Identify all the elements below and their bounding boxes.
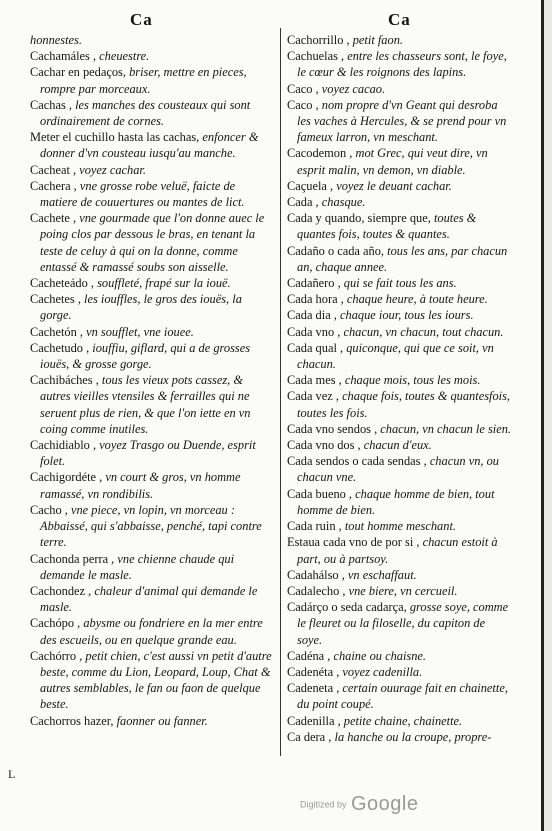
- entry-headword: Cachetudo ,: [30, 340, 90, 355]
- entry-definition: faonner ou fanner.: [116, 713, 208, 728]
- entry-definition: vn court & gros, vn homme ramassé, vn rondibilis.: [40, 470, 241, 501]
- entry-headword: Cachera ,: [30, 178, 77, 193]
- entry-definition: tout homme meschant.: [344, 519, 456, 534]
- entry-definition: briser, mettre en pieces, rompre par morceaux.: [40, 65, 247, 96]
- entry-definition: nom propre d'vn Geant qui desroba les vaches à Hercules, & se prend pour vn fameux larron, vn meschant.: [297, 97, 507, 145]
- dictionary-entry: [287, 729, 513, 745]
- entry-definition: les manches des cousteaux qui sont ordinairement de cornes.: [40, 97, 251, 129]
- entry-headword: Cada vez ,: [287, 389, 339, 404]
- entry-definition: cheuestre.: [99, 49, 150, 64]
- right-running-head: Ca: [388, 10, 411, 29]
- dictionary-entry: [30, 32, 274, 48]
- entry-definition: entre les chasseurs sont, le foye, le cœur & les roignons des lapins.: [297, 49, 507, 80]
- entry-definition: la hanche ou la croupe, propre-: [334, 729, 492, 744]
- entry-headword: Caçuela ,: [287, 178, 334, 193]
- dictionary-entry: [287, 648, 513, 664]
- dictionary-entry: [30, 713, 274, 729]
- entry-definition: vn eschaffaut.: [347, 567, 417, 582]
- dictionary-entry: [287, 324, 513, 340]
- entry-definition: vn soufflet, vne iouee.: [86, 324, 194, 339]
- entry-headword: Cadahálso ,: [287, 567, 345, 582]
- dictionary-entry: [287, 145, 513, 177]
- entry-headword: Cada bueno ,: [287, 486, 353, 501]
- entry-headword: Cada sendos o cada sendas ,: [287, 454, 427, 469]
- entry-headword: Cachar en pedaços,: [30, 65, 126, 80]
- entry-headword: Cada ,: [287, 195, 319, 210]
- entry-headword: Cada vno ,: [287, 324, 341, 339]
- dictionary-entry: [287, 48, 513, 80]
- entry-headword: Cadenilla ,: [287, 713, 341, 728]
- dictionary-entry: [287, 713, 513, 729]
- entry-headword: Cadañero ,: [287, 276, 341, 291]
- entry-headword: Cachondez ,: [30, 583, 92, 598]
- entry-headword: Cachete ,: [30, 211, 77, 226]
- entry-headword: Cada mes ,: [287, 373, 342, 388]
- dictionary-entry: [287, 291, 513, 307]
- entry-headword: Cachuelas ,: [287, 49, 345, 64]
- entry-definition: vne chienne chaude qui demande le masle.: [40, 551, 235, 582]
- dictionary-entry: [287, 567, 513, 583]
- entry-headword: Cachetón ,: [30, 324, 83, 339]
- entry-definition: qui se fait tous les ans.: [343, 276, 457, 291]
- entry-definition: quiconque, qui que ce soit, vn chacun.: [297, 340, 494, 372]
- entry-headword: Cada vno dos ,: [287, 438, 361, 453]
- dictionary-entry: [30, 324, 274, 340]
- entry-definition: souffleté, frapé sur la iouë.: [97, 276, 231, 291]
- dictionary-entry: [287, 518, 513, 534]
- entry-headword: Cachas ,: [30, 97, 72, 112]
- entry-headword: Cada vno sendos ,: [287, 421, 378, 436]
- entry-definition: vne grosse robe veluë, faicte de matiere de couuertures ou mantes de lict.: [40, 178, 245, 210]
- entry-headword: Cacho ,: [30, 502, 68, 517]
- dictionary-entry: [287, 486, 513, 518]
- entry-definition: petit faon.: [352, 33, 403, 47]
- entry-headword: Cada ruin ,: [287, 519, 342, 534]
- dictionary-entry: [287, 534, 513, 566]
- entry-definition: honnestes.: [30, 33, 82, 47]
- entry-definition: chacun d'eux.: [363, 438, 432, 453]
- entry-headword: Cada hora ,: [287, 292, 344, 307]
- entry-definition: chaque fois, toutes & quantesfois, toutes les fois.: [297, 389, 511, 420]
- entry-headword: Cadeneta ,: [287, 681, 340, 696]
- entry-headword: Cachorrillo ,: [287, 33, 350, 47]
- dictionary-entry: [30, 615, 274, 647]
- entry-headword: Cacodemon ,: [287, 146, 353, 161]
- dictionary-entry: [287, 210, 513, 242]
- entry-definition: vne gourmade que l'on donne auec le poing clos par dessous le bras, en tenant la teste de celuy à qui on la donne, comme entassé & ramassé soubs son aisselle.: [40, 211, 265, 274]
- dictionary-entry: [287, 32, 513, 48]
- entry-headword: Cadalecho ,: [287, 583, 346, 598]
- dictionary-entry: [287, 307, 513, 323]
- dictionary-entry: [30, 372, 274, 437]
- entry-definition: chacun vn, ou chacun vne.: [297, 454, 499, 485]
- dictionary-entry: [287, 453, 513, 485]
- google-logo: Google: [350, 793, 419, 815]
- entry-headword: Cada y quando, siempre que,: [287, 211, 431, 226]
- entry-definition: tous les ans, par chacun an, chaque annee.: [297, 243, 508, 274]
- dictionary-entry: [30, 437, 274, 469]
- entry-definition: chasque.: [321, 195, 366, 210]
- entry-headword: Cachórro ,: [30, 648, 83, 663]
- dictionary-entry: [287, 340, 513, 372]
- entry-headword: Cadárço o seda cadarça,: [287, 600, 407, 615]
- dictionary-entry: [287, 97, 513, 146]
- dictionary-entry: [30, 97, 274, 129]
- dictionary-entry: [30, 178, 274, 210]
- dictionary-entry: [287, 680, 513, 712]
- entry-definition: voyez cadenilla.: [342, 664, 423, 679]
- entry-headword: Cachonda perra ,: [30, 551, 115, 566]
- entry-headword: Meter el cuchillo hasta las cachas,: [30, 130, 200, 145]
- entry-definition: chaque mois, tous les mois.: [344, 373, 481, 388]
- dictionary-entry: [287, 437, 513, 453]
- column-divider: [280, 28, 281, 756]
- dictionary-entry: [287, 372, 513, 388]
- entry-definition: chacun, vn chacun, tout chacun.: [343, 324, 504, 339]
- entry-headword: Cachamáles ,: [30, 49, 97, 64]
- entry-definition: grosse soye, comme le fleuret ou la filoselle, du capiton de soye.: [297, 600, 509, 647]
- dictionary-entry: [30, 583, 274, 615]
- dictionary-entry: [30, 129, 274, 161]
- entry-headword: Cada qual ,: [287, 340, 344, 355]
- dictionary-entry: [287, 194, 513, 210]
- entry-definition: chaque iour, tous les iours.: [340, 308, 474, 323]
- entry-headword: Caco ,: [287, 81, 319, 96]
- entry-definition: vne biere, vn cercueil.: [348, 583, 458, 598]
- dictionary-entry: [287, 599, 513, 648]
- entry-headword: Cadenéta ,: [287, 664, 340, 679]
- dictionary-entry: [30, 210, 274, 275]
- entry-definition: tous les vieux pots cassez, & autres vieilles vtensiles & ferrailles qui ne seruent plus de rien, & que l'on iette en vn coing comme inutiles.: [40, 373, 251, 436]
- dictionary-entry: [30, 291, 274, 323]
- entry-headword: Cadaño o cada año,: [287, 243, 385, 258]
- entry-headword: Cachidiablo ,: [30, 438, 97, 453]
- entry-headword: Cachigordéte ,: [30, 470, 103, 485]
- entry-definition: petite chaine, chainette.: [343, 713, 463, 728]
- entry-definition: chacun, vn chacun le sien.: [380, 421, 512, 436]
- entry-definition: chacun estoit à part, ou à partsoy.: [297, 535, 498, 566]
- dictionary-entry: [287, 583, 513, 599]
- entry-headword: Estaua cada vno de por si ,: [287, 535, 420, 550]
- dictionary-entry: [287, 275, 513, 291]
- margin-mark: L: [8, 767, 16, 781]
- dictionary-entry: [287, 388, 513, 420]
- entry-definition: chaque heure, à toute heure.: [346, 292, 488, 307]
- dictionary-entry: [30, 64, 274, 96]
- entry-definition: iouffiu, giflard, qui a de grosses iouës, & grosse gorge.: [40, 340, 251, 372]
- entry-headword: Cacheat ,: [30, 162, 77, 177]
- left-column: [30, 32, 274, 729]
- entry-definition: petit chien, c'est aussi vn petit d'autre beste, comme du Lion, Leopard, Loup, Chat & autres semblables, le fan ou faon de quelque beste.: [40, 648, 272, 712]
- entry-definition: voyez cachar.: [79, 162, 146, 177]
- dictionary-entry: [30, 648, 274, 713]
- entry-definition: certain ouurage fait en chainette, du point coupé.: [297, 681, 508, 712]
- dictionary-entry: [30, 162, 274, 178]
- entry-definition: voyez cacao.: [321, 81, 386, 96]
- entry-definition: toutes & quantes fois, toutes & quantes.: [297, 211, 477, 242]
- dictionary-entry: [30, 340, 274, 372]
- entry-headword: Cachibáches ,: [30, 373, 99, 388]
- entry-definition: vne piece, vn lopin, vn morceau : Abbaissé, qui s'abbaisse, penché, tapi contre terre.: [40, 502, 262, 550]
- entry-headword: Cada dia ,: [287, 308, 337, 323]
- entry-headword: Cadéna ,: [287, 648, 331, 663]
- entry-headword: Cachorros hazer,: [30, 713, 114, 728]
- entry-headword: Caco ,: [287, 97, 319, 112]
- entry-definition: voyez le deuant cachar.: [336, 178, 452, 193]
- entry-definition: chaleur d'animal qui demande le masle.: [40, 583, 258, 615]
- entry-definition: chaque homme de bien, tout homme de bien.: [297, 486, 495, 517]
- dictionary-entry: [30, 502, 274, 551]
- entry-definition: enfoncer & donner d'vn cousteau iusqu'au manche.: [40, 130, 259, 161]
- dictionary-entry: [30, 48, 274, 64]
- dictionary-entry: [287, 178, 513, 194]
- dictionary-entry: [287, 81, 513, 97]
- dictionary-entry: [287, 664, 513, 680]
- entry-headword: Cachópo ,: [30, 616, 81, 631]
- left-running-head: Ca: [130, 10, 153, 29]
- entry-definition: chaine ou chaisne.: [333, 648, 427, 663]
- entry-headword: Ca dera ,: [287, 729, 332, 744]
- entry-headword: Cacheteádo ,: [30, 276, 94, 291]
- entry-definition: mot Grec, qui veut dire, vn esprit malin, vn demon, vn diable.: [297, 146, 488, 177]
- page-shadow: [544, 0, 552, 831]
- dictionary-entry: [287, 421, 513, 437]
- digitized-label: Digitized by: [300, 799, 347, 810]
- dictionary-entry: [287, 243, 513, 275]
- digitized-watermark: [300, 793, 418, 816]
- entry-definition: les iouffles, le gros des iouës, la gorge.: [40, 292, 242, 323]
- right-column: [287, 32, 513, 745]
- dictionary-entry: [30, 275, 274, 291]
- entry-definition: voyez Trasgo ou Duende, esprit folet.: [40, 438, 256, 469]
- dictionary-entry: [30, 551, 274, 583]
- entry-definition: abysme ou fondriere en la mer entre des escueils, ou en quelque grande eau.: [40, 616, 263, 647]
- entry-headword: Cachetes ,: [30, 292, 81, 307]
- dictionary-entry: [30, 469, 274, 501]
